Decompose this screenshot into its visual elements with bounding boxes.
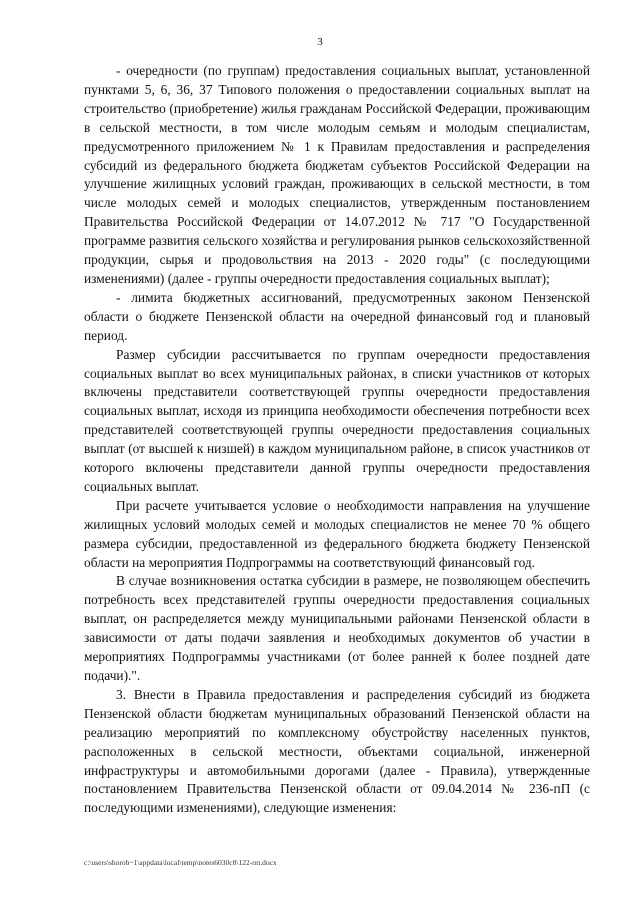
page-number: 3 <box>317 36 323 48</box>
footer-file-path: c:\users\shorob~1\appdata\local\temp\notes6030c8\122-пп.docx <box>84 858 277 867</box>
document-body <box>84 62 590 818</box>
paragraph-amendment-3: 3. Внести в Правила предоставления и распределения субсидий из бюджета Пензенской области бюджетам муниципальных образований Пензенской области на реализацию мероприятий по комплексному обустройству населенных пунктов, расположенных в сельской местности, объектами социальной, инженерной инфраструктуры и автомобильными дорогами (далее - Правила), утвержденные постановлением Правительства Пензенской области от 09.04.2014 № 236-пП (с последующими изменениями), следующие изменения: <box>84 686 590 816</box>
paragraph-young-families-condition: При расчете учитывается условие о необходимости направления на улучшение жилищных условий молодых семей и молодых специалистов не менее 70 % общего размера субсидии, предоставленной из федерального бюджета бюджету Пензенской области на мероприятия Подпрограммы на соответствующий финансовый год. <box>84 497 590 570</box>
paragraph-remainder-distribution: В случае возникновения остатка субсидии в размере, не позволяющем обеспечить потребность всех представителей группы очередности предоставления социальных выплат, он распределяется между муниципальными районами Пензенской области в зависимости от даты подачи заявления и необходимых документов об участии в мероприятиях Подпрограммы участниками (от более ранней к более поздней дате подачи).". <box>84 573 590 683</box>
paragraph-subsidy-calculation: Размер субсидии рассчитывается по группам очередности предоставления социальных выплат во всех муниципальных районах, в списки участников от которых включены представители соответствующей группы очередности предоставления социальных выплат, исходя из принципа необходимости обеспечения потребности всех представителей соответствующей группы очередности предоставления социальных выплат (от высшей к низшей) в каждом муниципальном районе, в список участников от которого включены представители данной группы очередности предоставления социальных выплат. <box>84 346 590 494</box>
paragraph-budget-limit: - лимита бюджетных ассигнований, предусмотренных законом Пензенской области о бюджете Пензенской области на очередной финансовый год и плановый период. <box>84 289 590 343</box>
paragraph-priority-groups: - очередности (по группам) предоставления социальных выплат, установленной пунктами 5, 6, 36, 37 Типового положения о предоставлении социальных выплат на строительство (приобретение) жилья гражданам Российской Федерации, проживающим в сельской местности, в том числе молодым семьям и молодым специалистам, предусмотренного приложением № 1 к Правилам предоставления и распределения субсидий из федерального бюджета бюджетам субъектов Российской Федерации на улучшение жилищных условий граждан, проживающих в сельской местности, в том числе молодых семей и молодых специалистов, утвержденным постановлением Правительства Российской Федерации от 14.07.2012 № 717 "О Государственной программе развития сельского хозяйства и регулирования рынков сельскохозяйственной продукции, сырья и продовольствия на 2013 - 2020 годы" (с последующими изменениями) (далее - группы очередности предоставления социальных выплат); <box>84 63 590 286</box>
